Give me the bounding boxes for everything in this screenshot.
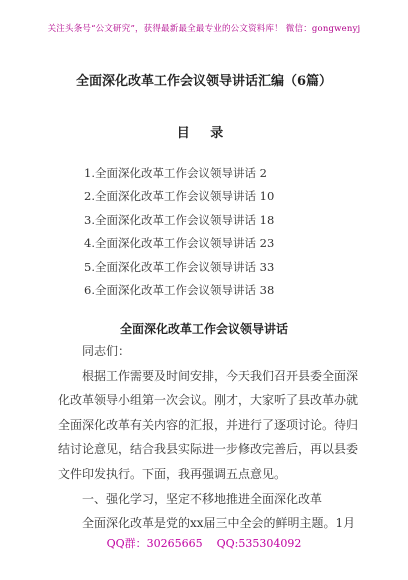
toc-heading: 目 录	[176, 126, 232, 141]
toc-item[interactable]: 3.全面深化改革工作会议领导讲话 18	[84, 212, 275, 227]
section-title: 全面深化改革工作会议领导讲话	[119, 322, 288, 336]
body-paragraph: 根据工作需要及时间安排，今天我们召开县委全面深化改革领导小组第一次会议。刚才，大家听了县改革办就全面深化改革有关内容的汇报，并进行了逐项讨论。待归结讨论意见，结合我县实际进一步修改完善后，再以县委文件印发执行。下面，我再强调五点意见。	[58, 368, 359, 481]
salutation: 同志们：	[82, 344, 131, 358]
toc-item[interactable]: 5.全面深化改革工作会议领导讲话 33	[84, 259, 275, 274]
header-banner: 关注头条号“公文研究”，获得最新最全最专业的公文资料库！ 微信：gongwenyj	[47, 24, 361, 34]
toc-item[interactable]: 4.全面深化改革工作会议领导讲话 23	[84, 236, 275, 251]
footer-qq-number: QQ:535304092	[216, 537, 302, 550]
table-of-contents	[84, 162, 274, 302]
footer-contact	[0, 535, 408, 551]
toc-item[interactable]: 1.全面深化改革工作会议领导讲话 2	[84, 166, 267, 180]
speech-body	[58, 339, 358, 536]
document-title: 全面深化改革工作会议领导讲话汇编（6篇）	[75, 74, 333, 89]
toc-item[interactable]: 2.全面深化改革工作会议领导讲话 10	[84, 189, 275, 204]
subheading: 一、强化学习，坚定不移地推进全面深化改革	[82, 491, 323, 506]
footer-qq-group: QQ群：30265665	[106, 537, 203, 550]
body-paragraph: 全面深化改革是党的xx届三中全会的鲜明主题。1月	[82, 516, 356, 531]
toc-item[interactable]: 6.全面深化改革工作会议领导讲话 38	[84, 282, 275, 297]
